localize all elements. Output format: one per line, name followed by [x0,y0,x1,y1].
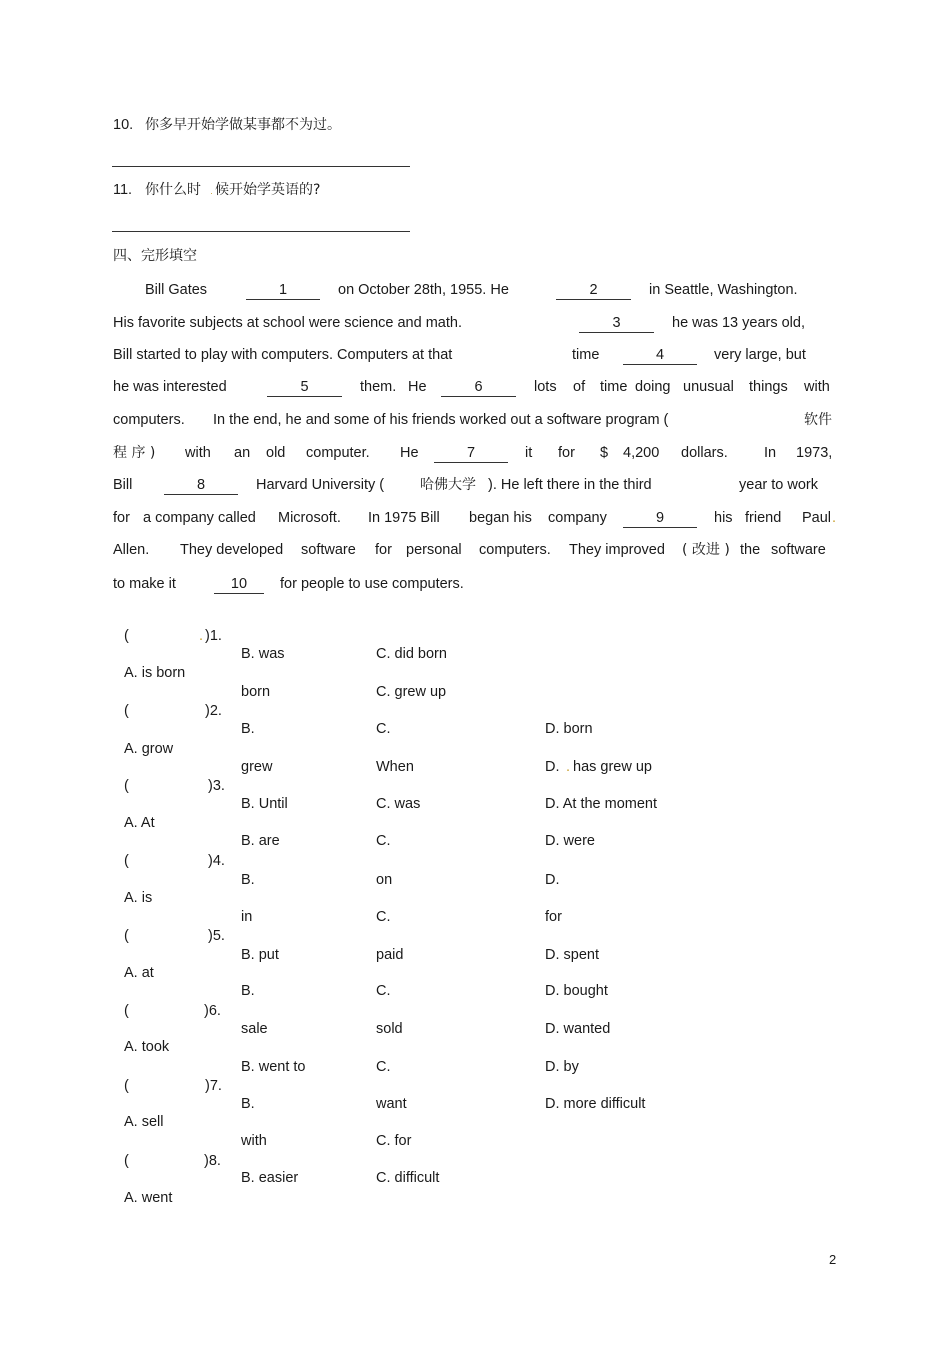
option-text: C. for [376,1133,412,1149]
blank-10: 10 [214,575,264,594]
passage-text: for [113,510,130,526]
option-text: C. [376,1059,391,1075]
paren-open: ( [124,628,129,644]
stray-dot: . [566,759,571,775]
option-text: born [241,684,271,700]
passage-text: old [266,445,286,461]
passage-text: dollars. [681,445,728,461]
passage-text: He [400,445,419,461]
passage-text: with [185,445,211,461]
option-text: sale [241,1021,268,1037]
passage-text: his [714,510,733,526]
question-11-text-a: 你什么时 [145,182,201,198]
section-title: 四、完形填空 [113,248,197,264]
passage-text: computers. [113,412,185,428]
paren-open: ( [124,703,129,719]
option-text: C. did born [376,646,447,662]
option-text: with [241,1133,267,1149]
option-text: B. was [241,646,285,662]
question-10-text: 你多早开始学做某事都不为过。 [145,117,341,133]
passage-text: software [301,542,356,558]
option-text: B. Until [241,796,288,812]
question-number: )7. [205,1078,222,1094]
stray-dot: . [832,510,837,526]
passage-text: ( 改进 ) [682,542,730,558]
paren-open: ( [124,778,129,794]
passage-text: Harvard University ( [256,477,385,493]
passage-text: Allen. [113,542,150,558]
passage-text: ). He left there in the third [488,477,652,493]
passage-text: Bill started to play with computers. Computers at that [113,347,453,363]
option-text: has grew up [573,759,652,775]
option-text: B. [241,983,255,999]
question-number: )5. [208,928,225,944]
option-text: D. born [545,721,593,737]
blank-2: 2 [556,281,631,300]
option-text: B. [241,1096,255,1112]
passage-text: They improved [569,542,665,558]
option-text: C. grew up [376,684,447,700]
passage-text: He [408,379,427,395]
option-text: A. went [124,1190,173,1206]
passage-text: 4,200 [623,445,660,461]
option-text: C. difficult [376,1170,440,1186]
option-text: When [376,759,414,775]
blank-1: 1 [246,281,320,300]
blank-5: 5 [267,378,342,397]
blank-7: 7 [434,444,508,463]
passage-text: Bill [113,477,133,493]
passage-text: he was interested [113,379,227,395]
question-10-number: 10. [113,117,134,133]
passage-text: $ [600,445,609,461]
passage-text: In the end, he and some of his friends worked out a software program ( [213,412,669,428]
passage-text: with [804,379,830,395]
blank-8: 8 [164,476,238,495]
paren-open: ( [124,1153,129,1169]
option-text: for [545,909,562,925]
passage-text: They developed [180,542,284,558]
option-text: D. [545,872,560,888]
blank-3: 3 [579,314,654,333]
passage-text: doing [635,379,671,395]
passage-text: In [764,445,777,461]
passage-text: to make it [113,576,176,592]
option-text: A. is [124,890,153,906]
option-text: B. [241,721,255,737]
option-text: C. [376,909,391,925]
blank-4: 4 [623,346,697,365]
passage-text: In 1975 Bill [368,510,440,526]
passage-text: friend [745,510,782,526]
passage-text: software [771,542,826,558]
question-number: )6. [204,1003,221,1019]
answer-line-10 [112,166,410,167]
blank-6: 6 [441,378,516,397]
passage-text: 1973, [796,445,833,461]
passage-text: very large, but [714,347,806,363]
passage-text: of [573,379,586,395]
question-number: )3. [208,778,225,794]
question-number: )4. [208,853,225,869]
passage-text: His favorite subjects at school were science and math. [113,315,462,331]
option-text: C. [376,833,391,849]
passage-text: things [749,379,788,395]
passage-text: year to work [739,477,818,493]
option-text: want [376,1096,407,1112]
option-text: B. put [241,947,279,963]
option-text: D. by [545,1059,579,1075]
passage-text: 哈佛大学 [420,477,476,493]
option-text: A. is born [124,665,186,681]
question-number: )2. [205,703,222,719]
passage-text: on October 28th, 1955. He [338,282,509,298]
option-text: D. spent [545,947,599,963]
passage-text: time [600,379,628,395]
passage-text: them. [360,379,397,395]
page-number: 2 [829,1252,837,1267]
passage-text: for people to use computers. [280,576,464,592]
passage-text: unusual [683,379,734,395]
option-text: C. was [376,796,421,812]
paren-open: ( [124,1078,129,1094]
option-text: A. took [124,1039,170,1055]
option-text: D. more difficult [545,1096,646,1112]
passage-text: company [548,510,607,526]
option-text: B. [241,872,255,888]
option-text: B. went to [241,1059,306,1075]
option-text: D. bought [545,983,608,999]
paren-open: ( [124,853,129,869]
option-text: grew [241,759,273,775]
option-text: D. At the moment [545,796,658,812]
passage-text: for [558,445,575,461]
option-text: on [376,872,393,888]
option-text: B. easier [241,1170,299,1186]
question-11-number: 11. [113,182,133,198]
passage-text: 软件 [804,412,832,428]
paren-open: ( [124,928,129,944]
passage-text: Microsoft. [278,510,341,526]
question-11-text-b: 候开始学英语的? [215,182,321,198]
passage-text: time [572,347,600,363]
passage-text: computers. [479,542,551,558]
passage-text: in Seattle, Washington. [649,282,798,298]
option-text: A. grow [124,741,174,757]
blank-9: 9 [623,509,697,528]
option-text: paid [376,947,404,963]
option-text: C. [376,721,391,737]
passage-text: Bill Gates [145,282,208,298]
option-text: A. at [124,965,154,981]
passage-text: he was 13 years old, [672,315,805,331]
option-text: sold [376,1021,403,1037]
stray-dot: . [199,628,204,644]
option-text: D. [545,759,560,775]
paren-open: ( [124,1003,129,1019]
passage-text: the [740,542,761,558]
answer-line-11 [112,231,410,232]
passage-text: Paul [802,510,832,526]
passage-text: computer. [306,445,370,461]
option-text: D. wanted [545,1021,611,1037]
passage-text: it [525,445,533,461]
stray-dot: · [210,188,213,198]
option-text: D. were [545,833,595,849]
question-number: )1. [205,628,222,644]
passage-text: 程 序 ) [113,445,156,461]
passage-text: a company called [143,510,256,526]
passage-text: an [234,445,251,461]
option-text: C. [376,983,391,999]
question-number: )8. [204,1153,221,1169]
passage-text: personal [406,542,462,558]
passage-text: began his [469,510,532,526]
option-text: in [241,909,253,925]
option-text: B. are [241,833,280,849]
option-text: A. At [124,815,155,831]
option-text: A. sell [124,1114,164,1130]
passage-text: for [375,542,392,558]
passage-text: lots [534,379,557,395]
